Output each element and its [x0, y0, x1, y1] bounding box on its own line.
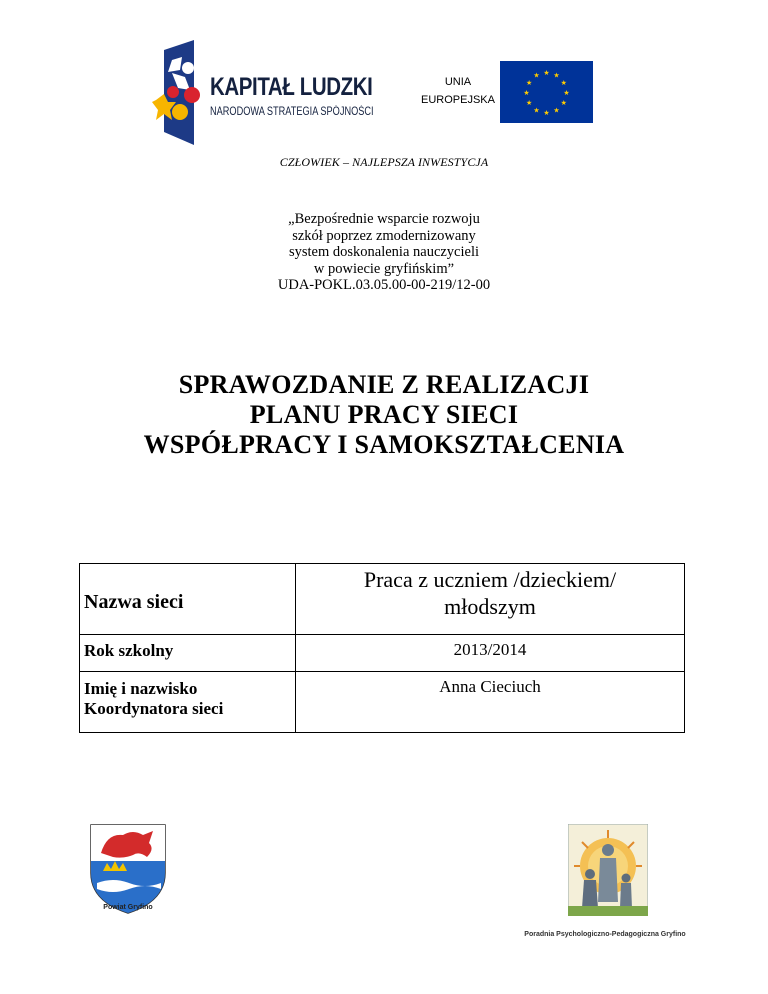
network-name-line: Praca z uczniem /dzieckiem/: [363, 567, 617, 592]
network-name-label: Nazwa sieci: [80, 564, 296, 635]
kapital-ludzki-logo: [150, 40, 374, 145]
kapital-ludzki-subtitle: NARODOWA STRATEGIA SPÓJNOŚCI: [210, 106, 374, 118]
project-line: w powiecie gryfińskim”: [313, 260, 455, 277]
coordinator-value: Anna Cieciuch: [296, 672, 685, 733]
network-name-line: młodszym: [444, 594, 536, 619]
project-description: [0, 211, 768, 294]
powiat-label: Powiat Gryfino: [103, 904, 153, 911]
eu-flag-icon: [500, 61, 593, 123]
coordinator-label: [80, 672, 296, 733]
table-row: [80, 672, 685, 733]
kapital-ludzki-emblem-icon: [150, 40, 210, 145]
kapital-ludzki-title: KAPITAŁ LUDZKI: [210, 73, 373, 101]
svg-text:★: ★: [553, 71, 560, 80]
svg-text:★: ★: [526, 79, 533, 87]
svg-text:★: ★: [563, 89, 570, 97]
svg-text:★: ★: [533, 71, 540, 80]
poradnia-caption: Poradnia Psychologiczno-Pedagogiczna Gryfino: [524, 931, 686, 938]
title-line: SPRAWOZDANIE Z REALIZACJI: [178, 370, 590, 399]
document-title: [0, 370, 768, 460]
svg-text:★: ★: [533, 106, 540, 115]
network-name-value: [296, 564, 685, 635]
svg-text:★: ★: [560, 79, 567, 87]
svg-text:★: ★: [526, 99, 533, 107]
eu-label-line2: EUROPEJSKA: [421, 94, 495, 106]
eu-label: [413, 73, 503, 109]
motto: CZŁOWIEK – NAJLEPSZA INWESTYCJA: [279, 155, 489, 169]
coordinator-label-line: Imię i nazwisko: [84, 679, 198, 698]
svg-text:★: ★: [560, 99, 567, 107]
poradnia-family-illustration-icon: [568, 824, 648, 916]
table-row: [80, 564, 685, 635]
project-line: system doskonalenia nauczycieli: [288, 244, 480, 260]
title-line: WSPÓŁPRACY I SAMOKSZTAŁCENIA: [143, 430, 625, 459]
svg-text:★: ★: [543, 69, 550, 77]
powiat-gryfino-coat-of-arms-icon: [89, 823, 167, 915]
eu-label-line1: UNIA: [444, 76, 472, 88]
project-line: szkół poprzez zmodernizowany: [292, 227, 476, 244]
network-info-table: [79, 563, 685, 733]
coordinator-label-line: Koordynatora sieci: [84, 699, 224, 718]
svg-text:★: ★: [523, 89, 530, 97]
project-code: UDA-POKL.03.05.00-00-219/12-00: [277, 277, 491, 293]
title-line: PLANU PRACY SIECI: [249, 400, 519, 429]
project-line: „Bezpośrednie wsparcie rozwoju: [288, 211, 480, 227]
table-row: [80, 635, 685, 672]
svg-text:★: ★: [553, 106, 560, 115]
school-year-value: 2013/2014: [296, 635, 685, 672]
svg-text:★: ★: [543, 109, 550, 117]
school-year-label: Rok szkolny: [80, 635, 296, 672]
